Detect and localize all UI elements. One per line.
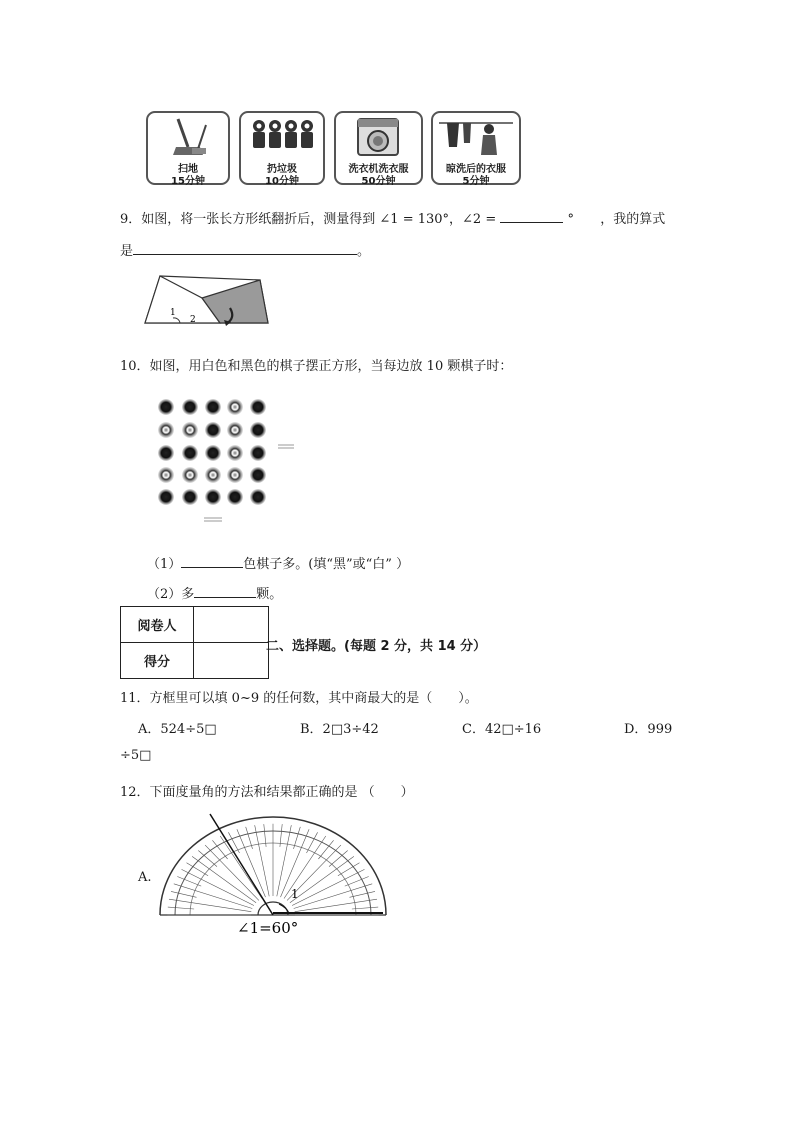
protractor-tick	[307, 832, 318, 853]
angle1-label: 1	[170, 308, 176, 318]
q9-degree: °	[567, 212, 575, 227]
angle-mark: 1	[291, 887, 299, 901]
q9-text: 9．如图，将一张长方形纸翻折后，测量得到 ∠1 = 130°，∠2 =	[120, 212, 497, 227]
protractor-tick	[318, 840, 333, 859]
black-piece	[158, 489, 174, 505]
q11-option-a[interactable]: A．524÷5□	[138, 722, 217, 737]
black-piece	[158, 445, 174, 461]
angle2-label: 2	[190, 315, 196, 325]
protractor-tick	[171, 891, 197, 897]
q10-sub2-prefix: （2）多	[147, 587, 195, 602]
white-piece	[227, 445, 243, 461]
protractor-tick	[350, 891, 376, 897]
chess-pieces-figure	[150, 385, 300, 530]
q11-option-b[interactable]: B．2□3÷42	[300, 722, 379, 737]
q11-text: 11．方框里可以填 0~9 的任何数，其中商最大的是（ ）。	[120, 691, 478, 706]
q9-formula-blank[interactable]	[133, 240, 357, 255]
white-piece	[158, 467, 174, 483]
q12-option-a-label[interactable]: A.	[138, 870, 152, 885]
score-label: 得分	[121, 643, 194, 679]
protractor-tick	[228, 832, 239, 853]
black-piece	[205, 399, 221, 415]
grader-table	[120, 606, 269, 679]
chore-card-trash	[239, 111, 325, 185]
q9-end: 。	[357, 244, 371, 259]
chore-name: 洗衣机洗衣服	[348, 164, 409, 175]
chore-name: 扫地	[178, 164, 198, 175]
chore-time: 10分钟	[265, 176, 299, 187]
q12-text: 12．下面度量角的方法和结果都正确的是 （ ）	[120, 785, 414, 800]
q11-option-d[interactable]: D．999	[624, 722, 673, 737]
hanging-clothes-icon	[433, 117, 519, 157]
q10-text: 10．如图，用白色和黑色的棋子摆正方形，当每边放 10 颗棋子时：	[120, 359, 513, 374]
chore-card-washing	[334, 111, 423, 185]
chore-time: 5分钟	[462, 176, 490, 187]
protractor-tick	[277, 825, 292, 896]
broom-icon	[148, 117, 228, 157]
angle-ray	[210, 814, 273, 915]
black-piece	[205, 422, 221, 438]
q9-angle2-blank[interactable]	[500, 208, 563, 223]
chore-time: 50分钟	[361, 176, 396, 187]
black-piece	[182, 445, 198, 461]
protractor-tick	[295, 899, 377, 912]
q10-color-blank[interactable]	[181, 553, 243, 568]
q11-option-c[interactable]: C．42□÷16	[462, 722, 542, 737]
protractor-tick	[345, 877, 369, 887]
white-piece	[227, 467, 243, 483]
white-piece	[182, 467, 198, 483]
reviewer-label: 阅卷人	[121, 607, 194, 643]
black-piece	[250, 489, 266, 505]
section-2-title: 二、选择题。(每题 2 分，共 14 分）	[266, 639, 487, 654]
black-piece	[250, 399, 266, 415]
folded-paper-figure	[140, 268, 275, 330]
q9-line1	[120, 208, 665, 227]
q10-sub1	[147, 553, 409, 572]
white-piece	[227, 422, 243, 438]
chore-time: 15分钟	[171, 176, 205, 187]
black-piece	[182, 489, 198, 505]
q10-sub1-suffix: 色棋子多。(填“黑”或“白” ）	[243, 557, 410, 572]
white-piece	[182, 422, 198, 438]
white-piece	[205, 467, 221, 483]
black-piece	[250, 445, 266, 461]
black-piece	[205, 445, 221, 461]
protractor-figure	[155, 812, 390, 937]
chore-name: 扔垃圾	[267, 164, 297, 175]
chore-card-sweep	[146, 111, 230, 185]
washing-machine-icon	[336, 117, 421, 157]
white-piece	[227, 399, 243, 415]
protractor-tick	[294, 884, 373, 909]
angle-value-label: ∠1=60°	[237, 919, 299, 937]
reviewer-cell[interactable]	[194, 607, 269, 643]
black-piece	[158, 399, 174, 415]
q9-text-b: ，我的算式	[600, 212, 666, 227]
trash-bins-icon	[241, 117, 323, 157]
protractor-tick	[177, 877, 201, 887]
q10-sub1-prefix: （1）	[147, 557, 182, 572]
protractor-tick	[174, 884, 253, 909]
q11-option-d-cont: ÷5□	[120, 748, 152, 763]
score-cell[interactable]	[194, 643, 269, 679]
black-piece	[182, 399, 198, 415]
q9-line2	[120, 240, 370, 259]
q10-sub2	[147, 583, 282, 602]
protractor-tick	[212, 840, 227, 859]
black-piece	[250, 467, 266, 483]
protractor-ticks	[167, 824, 378, 915]
q10-count-blank[interactable]	[194, 583, 256, 598]
protractor-tick	[255, 825, 270, 896]
chore-name: 晾洗后的衣服	[446, 164, 506, 175]
black-piece	[250, 422, 266, 438]
black-piece	[205, 489, 221, 505]
black-piece	[227, 489, 243, 505]
chore-card-hanging	[431, 111, 521, 185]
white-piece	[158, 422, 174, 438]
q9-text-c: 是	[120, 244, 134, 259]
protractor-tick	[169, 899, 251, 912]
q10-sub2-suffix: 颗。	[256, 587, 283, 602]
